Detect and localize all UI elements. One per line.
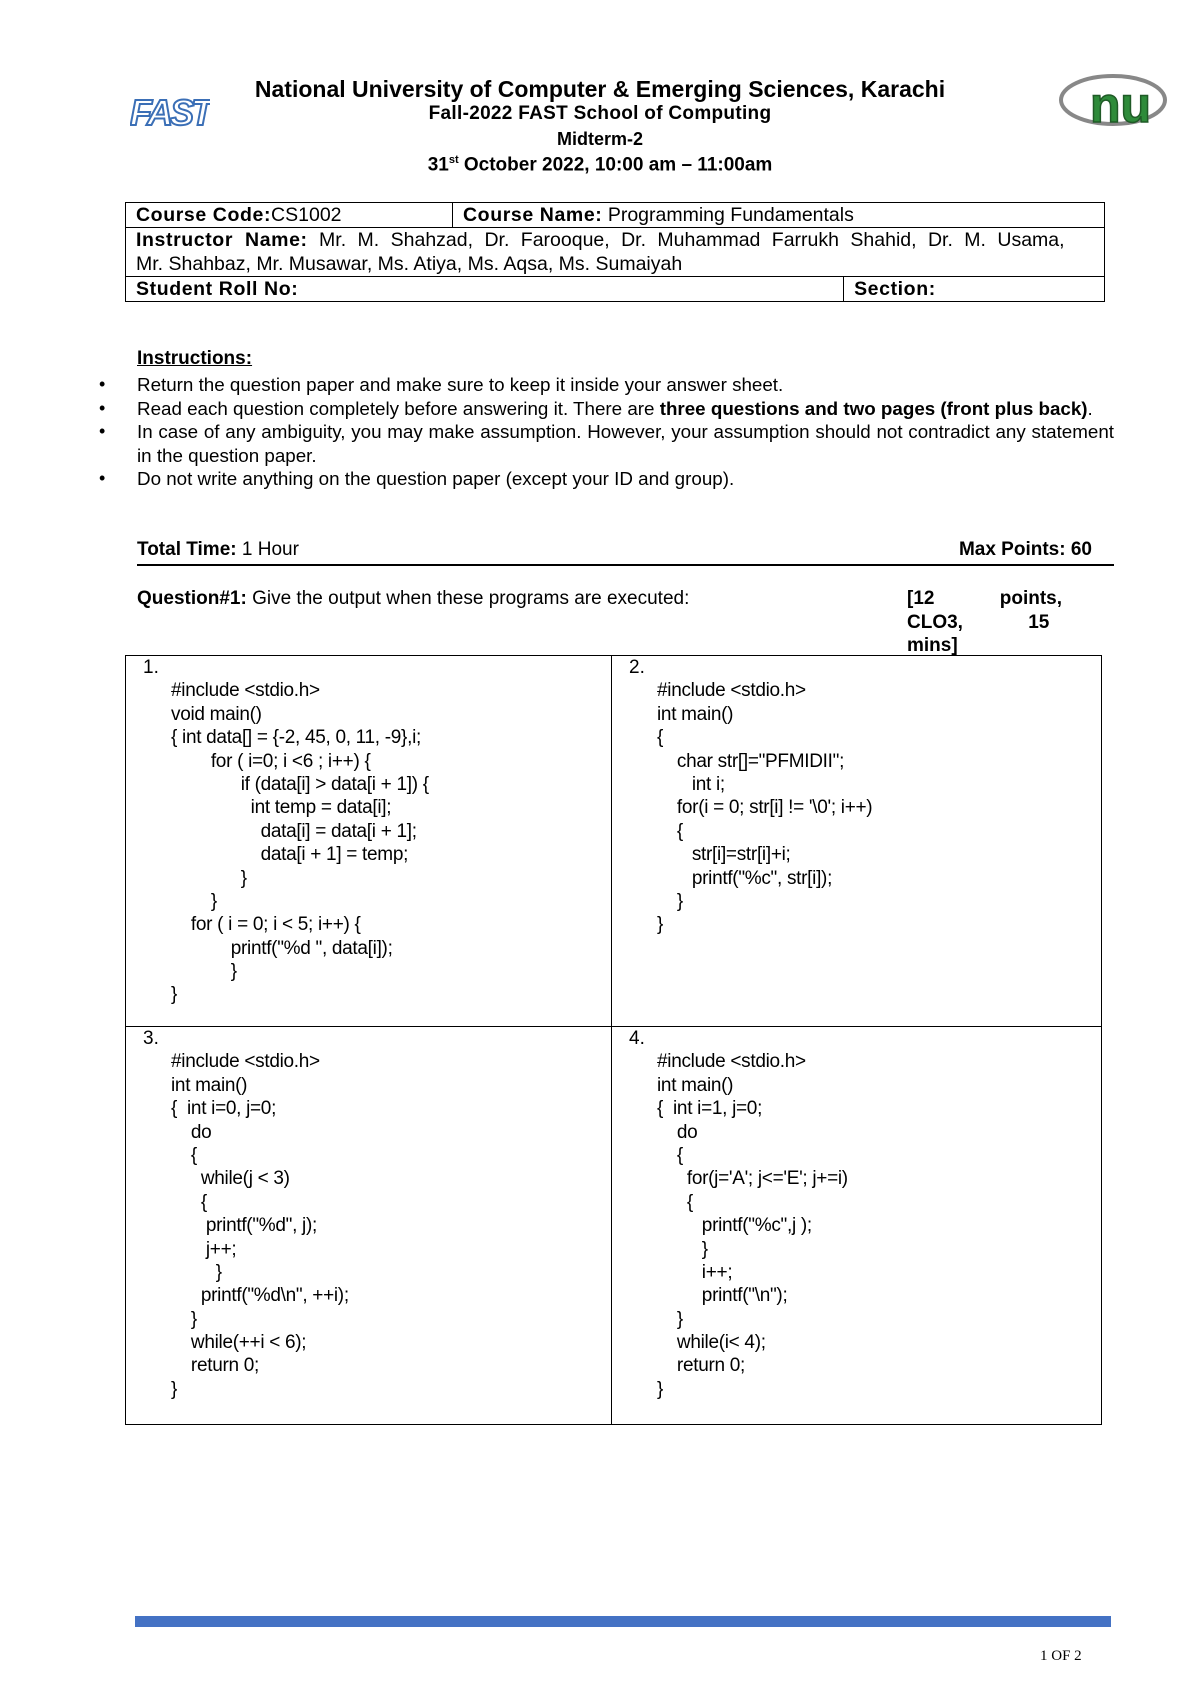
- course-name-value: Programming Fundamentals: [602, 204, 854, 226]
- code-line: for ( i = 0; i < 5; i++) {: [171, 914, 361, 936]
- instruction-item: • In case of any ambiguity, you may make assumption. However, your assumption should not contradict any statement in the question paper.: [137, 420, 1114, 467]
- max-points: [959, 539, 1092, 561]
- program-number: 2.: [629, 657, 645, 678]
- code-line: }: [171, 961, 237, 983]
- page-number: 1 OF 2: [1040, 1648, 1082, 1664]
- course-code-cell: [126, 203, 453, 228]
- code-line: printf("%d ", data[i]);: [171, 937, 393, 959]
- instructions-title: Instructions:: [137, 348, 253, 369]
- code-line: char str[]="PFMIDII";: [657, 750, 845, 772]
- question-points: [12 points, CLO3, 15 mins]: [907, 588, 1063, 656]
- total-time-label: Total Time:: [137, 539, 237, 560]
- course-code-label: Course Code:: [136, 204, 272, 226]
- code-line: int i;: [657, 773, 725, 795]
- code-line: #include <stdio.h>: [171, 680, 320, 702]
- instruction-item: [137, 397, 1114, 421]
- code-line: #include <stdio.h>: [657, 1051, 806, 1073]
- instructions-list: [137, 373, 1114, 491]
- program-code: [657, 679, 872, 936]
- program-cell-4: [612, 1027, 1101, 1424]
- code-line: }: [657, 1308, 683, 1330]
- total-time: [137, 539, 299, 561]
- code-line: int temp = data[i];: [171, 797, 392, 819]
- code-line: void main(): [171, 703, 262, 725]
- program-code: [171, 1050, 349, 1401]
- code-line: do: [171, 1121, 212, 1143]
- code-line: while(j < 3): [171, 1168, 290, 1190]
- code-line: data[i] = data[i + 1];: [171, 820, 417, 842]
- program-code: [657, 1050, 848, 1401]
- course-code-value: CS1002: [271, 204, 342, 226]
- nu-logo: [1058, 70, 1168, 134]
- code-line: j++;: [171, 1238, 237, 1260]
- code-line: if (data[i] > data[i + 1]) {: [171, 773, 429, 795]
- instruction-item: • Do not write anything on the question paper (except your ID and group).: [137, 467, 1114, 491]
- code-line: printf("%d", j);: [171, 1215, 317, 1237]
- code-line: int main(): [657, 1074, 734, 1096]
- program-number: 4.: [629, 1028, 645, 1049]
- code-line: return 0;: [657, 1355, 745, 1377]
- program-cell-3: [126, 1027, 612, 1424]
- code-line: {: [657, 820, 683, 842]
- code-line: i++;: [657, 1261, 733, 1283]
- code-line: do: [657, 1121, 698, 1143]
- code-line: while(i< 4);: [657, 1332, 766, 1354]
- code-line: #include <stdio.h>: [657, 680, 806, 702]
- question-1: [137, 587, 1114, 656]
- instructor-names-2: Mr. Shahbaz, Mr. Musawar, Ms. Atiya, Ms. Aqsa, Ms. Sumaiyah: [136, 253, 683, 275]
- instruction-text-end: .: [1087, 397, 1093, 419]
- code-line: }: [171, 1378, 178, 1400]
- total-time-value: 1 Hour: [236, 539, 299, 560]
- fast-logo-text: FAST: [130, 92, 210, 132]
- max-points-label: Max Points: [958, 539, 1060, 560]
- university-title: National University of Computer & Emerging Sciences, Karachi: [254, 76, 946, 102]
- code-line: #include <stdio.h>: [171, 1051, 320, 1073]
- code-line: { int data[] = {-2, 45, 0, 11, -9},i;: [171, 727, 421, 749]
- time-points-row: [137, 539, 1114, 566]
- question-text: Give the output when these programs are executed:: [246, 588, 690, 609]
- code-line: {: [657, 1191, 693, 1213]
- date-suffix: st: [448, 154, 459, 166]
- code-line: for ( i=0; i <6 ; i++) {: [171, 750, 371, 772]
- code-line: }: [171, 1308, 197, 1330]
- section-label: Section:: [854, 278, 936, 300]
- date-rest: October 2022, 10:00 am – 11:00am: [458, 154, 773, 176]
- instructor-names-1: Mr. M. Shahzad, Dr. Farooque, Dr. Muhammad Farrukh Shahid, Dr. M. Usama,: [307, 229, 1065, 251]
- program-number: 3.: [143, 1028, 159, 1049]
- instruction-bold: three questions and two pages (front plus back): [659, 397, 1088, 419]
- course-info-table: [125, 202, 1105, 302]
- question-label: Question#1:: [137, 588, 247, 609]
- code-line: }: [171, 867, 247, 889]
- code-line: }: [657, 914, 664, 936]
- code-line: printf("%d\n", ++i);: [171, 1285, 349, 1307]
- code-line: return 0;: [171, 1355, 259, 1377]
- program-number: 1.: [143, 657, 159, 678]
- code-line: for(i = 0; str[i] != '\0'; i++): [657, 797, 873, 819]
- instruction-item: • Return the question paper and make sure to keep it inside your answer sheet.: [137, 373, 1114, 397]
- instructor-label: Instructor Name:: [136, 229, 308, 251]
- roll-no-cell[interactable]: [126, 277, 844, 302]
- date-day: 31: [427, 154, 449, 176]
- code-line: while(++i < 6);: [171, 1332, 307, 1354]
- code-line: }: [657, 890, 683, 912]
- course-name-label: Course Name:: [463, 204, 603, 226]
- code-line: printf("\n");: [657, 1285, 788, 1307]
- section-cell[interactable]: [844, 277, 1105, 302]
- instruction-text: Read each question completely before answering it. There are: [137, 397, 660, 419]
- code-line: printf("%c",j );: [657, 1215, 812, 1237]
- code-grid: [125, 655, 1102, 1425]
- code-line: }: [171, 1261, 222, 1283]
- roll-no-label: Student Roll No:: [136, 278, 299, 300]
- max-points-value: : 60: [1059, 539, 1092, 560]
- program-cell-1: [126, 656, 612, 1027]
- fast-logo: [130, 92, 210, 132]
- code-line: int main(): [657, 703, 734, 725]
- code-line: data[i + 1] = temp;: [171, 844, 409, 866]
- exam-date: [200, 154, 1000, 176]
- program-cell-2: [612, 656, 1101, 1027]
- code-line: }: [657, 1238, 708, 1260]
- instructor-cell: [126, 228, 1105, 277]
- code-line: str[i]=str[i]+i;: [657, 844, 791, 866]
- code-line: {: [171, 1144, 197, 1166]
- instructor-line-1: [136, 228, 1094, 252]
- code-line: { int i=0, j=0;: [171, 1098, 277, 1120]
- code-line: int main(): [171, 1074, 248, 1096]
- code-line: }: [171, 984, 178, 1006]
- footer-bar: [135, 1616, 1111, 1627]
- code-line: {: [171, 1191, 207, 1213]
- code-line: }: [171, 890, 217, 912]
- nu-logo-text: nu: [1090, 77, 1152, 133]
- code-line: { int i=1, j=0;: [657, 1098, 763, 1120]
- code-line: {: [657, 727, 664, 749]
- exam-title: Midterm-2: [556, 129, 643, 149]
- semester-title: Fall-2022 FAST School of Computing: [428, 103, 772, 124]
- code-line: for(j='A'; j<='E'; j+=i): [657, 1168, 848, 1190]
- code-line: {: [657, 1144, 683, 1166]
- course-name-cell: [453, 203, 1105, 228]
- code-line: printf("%c", str[i]);: [657, 867, 833, 889]
- code-line: }: [657, 1378, 664, 1400]
- program-code: [171, 679, 429, 1006]
